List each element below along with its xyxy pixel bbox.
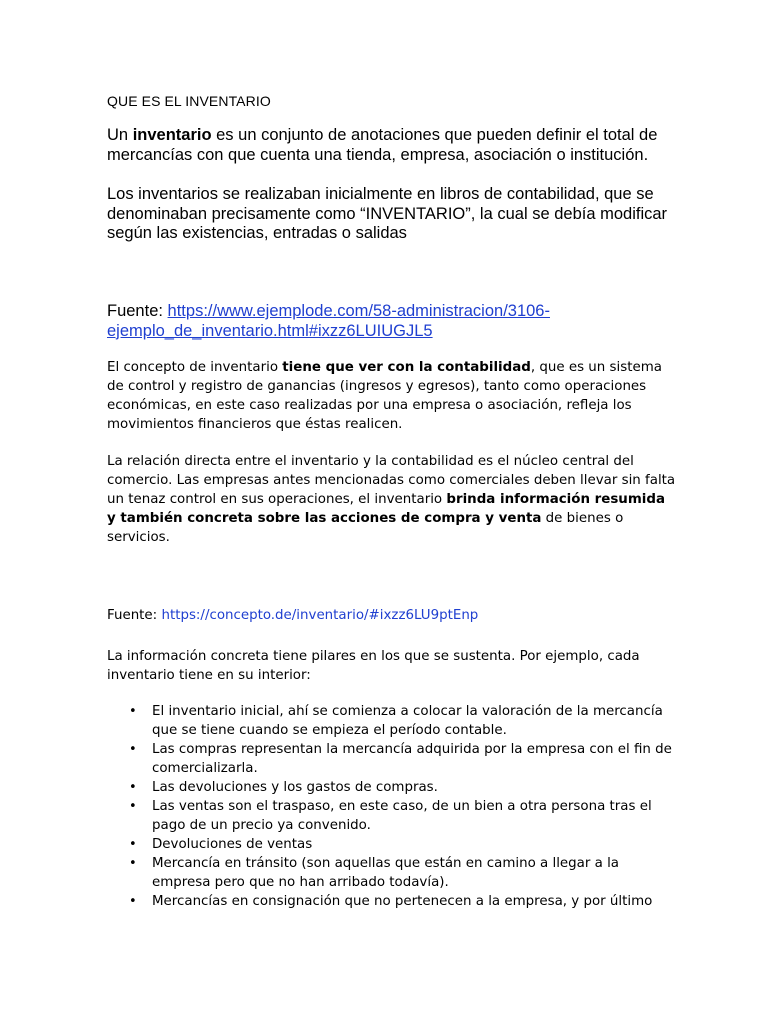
list-item-text: Las devoluciones y los gastos de compras.	[152, 780, 438, 795]
para4-post: de bienes o servicios.	[107, 511, 624, 545]
list-item	[107, 892, 677, 911]
bullet-icon: •	[129, 894, 137, 909]
list-item-text: Las compras representan la mercancía adquirida por la empresa con el fin de comercializarla.	[152, 742, 672, 776]
para1-post: es un conjunto de anotaciones que pueden definir el total de mercancías con que cuenta una tienda, empresa, asociación o institución.	[107, 126, 658, 164]
bullet-icon: •	[129, 704, 137, 719]
list-item-text: Devoluciones de ventas	[152, 837, 313, 852]
para3-post: , que es un sistema de control y registro de ganancias (ingresos y egresos), tanto como operaciones económicas, en este caso realizadas por una empresa o asociación, refleja los movimientos financieros que éstas realicen.	[107, 360, 662, 432]
list-item-text: Las ventas son el traspaso, en este caso, de un bien a otra persona tras el pago de un precio ya convenido.	[152, 799, 652, 833]
paragraph-concepto-contabilidad	[107, 358, 677, 434]
bullet-icon: •	[129, 780, 137, 795]
source-2-link[interactable]: https://concepto.de/inventario/#ixzz6LU9ptEnp	[161, 608, 479, 623]
bullet-list	[107, 702, 677, 911]
source-1-link[interactable]: https://www.ejemplode.com/58-administracion/3106-ejemplo_de_inventario.html#ixzz6LUIUGJL5	[107, 302, 550, 340]
list-item	[107, 797, 677, 835]
list-item	[107, 702, 677, 740]
bullet-icon: •	[129, 799, 137, 814]
bullet-icon: •	[129, 837, 137, 852]
bullet-icon: •	[129, 742, 137, 757]
para4-bold: brinda información resumida y también concreta sobre las acciones de compra y venta	[107, 492, 666, 526]
list-item	[107, 854, 677, 892]
paragraph-informacion-concreta: La información concreta tiene pilares en los que se sustenta. Por ejemplo, cada inventario tiene en su interior:	[107, 649, 640, 683]
source-2-label: Fuente:	[107, 608, 162, 623]
list-item	[107, 740, 677, 778]
list-item-text: Mercancía en tránsito (son aquellas que están en camino a llegar a la empresa pero que no han arribado todavía).	[152, 856, 620, 890]
paragraph-relacion-directa	[107, 452, 677, 547]
bullet-icon: •	[129, 856, 137, 871]
list-item-text: Mercancías en consignación que no pertenecen a la empresa, y por último	[152, 894, 653, 909]
source-1-label: Fuente:	[107, 302, 168, 320]
source-2	[107, 606, 677, 625]
list-item	[107, 778, 677, 797]
para4-pre: La relación directa entre el inventario y la contabilidad es el núcleo central del comercio. Las empresas antes mencionadas como comerciales deben llevar sin falta un tenaz control en sus operaciones, el inventario	[107, 454, 676, 507]
para3-bold: tiene que ver con la contabilidad	[282, 360, 531, 375]
source-1	[107, 302, 707, 341]
paragraph-inventario-history: Los inventarios se realizaban inicialmente en libros de contabilidad, que se denominaban precisamente como “INVENTARIO”, la cual se debía modificar según las existencias, entradas o salidas	[107, 185, 668, 242]
list-item	[107, 835, 677, 854]
para1-bold: inventario	[132, 126, 212, 144]
paragraph-inventario-definition	[107, 126, 707, 165]
document-title: QUE ES EL INVENTARIO	[107, 93, 271, 109]
list-item-text: El inventario inicial, ahí se comienza a colocar la valoración de la mercancía que se tiene cuando se empieza el período contable.	[152, 704, 663, 738]
para1-pre: Un	[107, 126, 133, 144]
para3-pre: El concepto de inventario	[107, 360, 283, 375]
